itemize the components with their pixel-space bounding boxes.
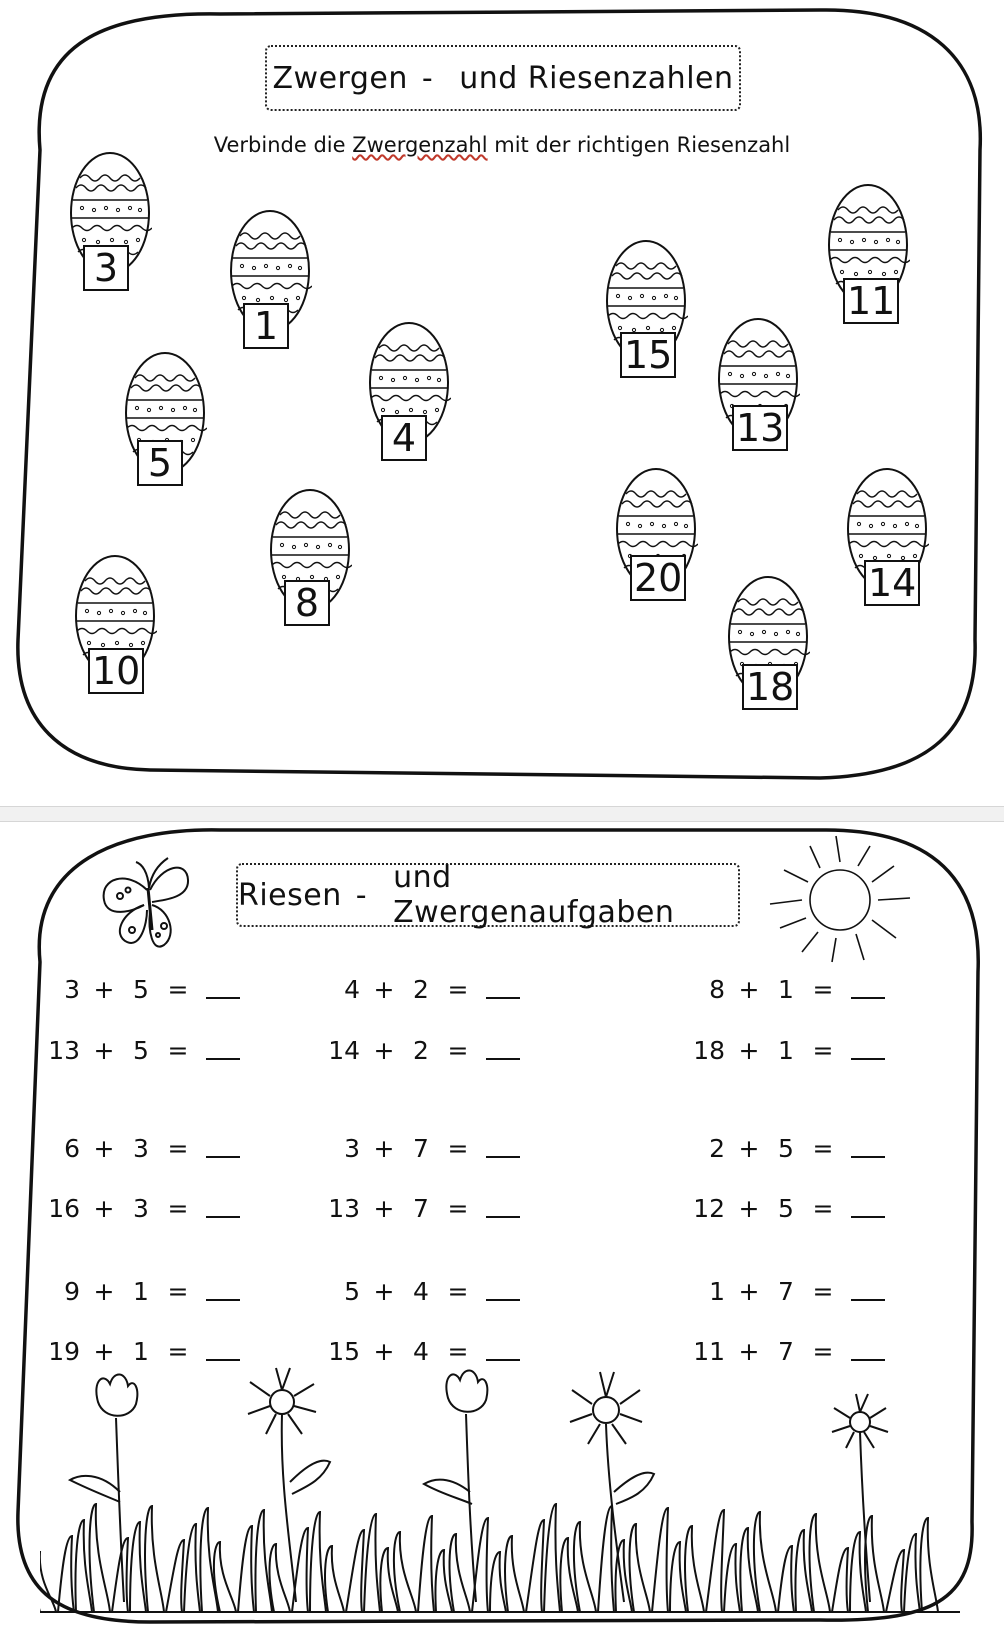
- addend-b: 5: [778, 1134, 794, 1163]
- equation: [310, 1036, 524, 1066]
- equals-sign: =: [167, 1036, 189, 1065]
- addend-a: 1: [709, 1277, 725, 1306]
- number-box[interactable]: 15: [620, 332, 676, 378]
- answer-blank[interactable]: [851, 1337, 885, 1361]
- answer-blank[interactable]: [486, 1277, 520, 1301]
- addend-b: 4: [413, 1277, 429, 1306]
- equation: [675, 1134, 889, 1164]
- addend-a: 8: [709, 975, 725, 1004]
- title-dash: -: [421, 60, 434, 96]
- plus-sign: +: [373, 1337, 395, 1366]
- equation: [30, 1194, 244, 1224]
- title-right: und Riesenzahlen: [459, 60, 734, 96]
- equation: [310, 1134, 524, 1164]
- answer-blank[interactable]: [206, 1036, 240, 1060]
- plus-sign: +: [738, 1194, 760, 1223]
- equals-sign: =: [812, 975, 834, 1004]
- answer-blank[interactable]: [851, 1036, 885, 1060]
- answer-blank[interactable]: [851, 1277, 885, 1301]
- answer-blank[interactable]: [486, 1036, 520, 1060]
- addend-a: 14: [328, 1036, 360, 1065]
- page-title: [265, 45, 741, 111]
- answer-blank[interactable]: [851, 1194, 885, 1218]
- page-separator: [0, 806, 1004, 822]
- answer-blank[interactable]: [206, 1337, 240, 1361]
- answer-blank[interactable]: [206, 975, 240, 999]
- addend-b: 7: [778, 1337, 794, 1366]
- answer-blank[interactable]: [851, 1134, 885, 1158]
- number-box[interactable]: 11: [843, 278, 899, 324]
- number-box[interactable]: 18: [742, 664, 798, 710]
- answer-blank[interactable]: [486, 1194, 520, 1218]
- addend-b: 7: [413, 1134, 429, 1163]
- addend-b: 1: [778, 975, 794, 1004]
- instruction-underlined: Zwergenzahl: [352, 133, 488, 157]
- equals-sign: =: [812, 1337, 834, 1366]
- addend-a: 12: [693, 1194, 725, 1223]
- addend-a: 13: [48, 1036, 80, 1065]
- plus-sign: +: [738, 1134, 760, 1163]
- addend-b: 3: [133, 1134, 149, 1163]
- addend-b: 5: [133, 1036, 149, 1065]
- equals-sign: =: [447, 1134, 469, 1163]
- worksheet-riesen-zwergenaufgaben: [0, 822, 1004, 1628]
- addend-b: 7: [778, 1277, 794, 1306]
- equals-sign: =: [167, 1277, 189, 1306]
- plus-sign: +: [373, 1194, 395, 1223]
- addend-b: 5: [778, 1194, 794, 1223]
- equals-sign: =: [447, 1337, 469, 1366]
- addend-a: 2: [709, 1134, 725, 1163]
- plus-sign: +: [373, 975, 395, 1004]
- addend-a: 5: [344, 1277, 360, 1306]
- addend-a: 9: [64, 1277, 80, 1306]
- answer-blank[interactable]: [206, 1277, 240, 1301]
- plus-sign: +: [93, 975, 115, 1004]
- answer-blank[interactable]: [486, 1337, 520, 1361]
- addend-a: 15: [328, 1337, 360, 1366]
- addend-b: 2: [413, 975, 429, 1004]
- equation: [30, 1134, 244, 1164]
- page-title: [236, 860, 740, 930]
- equation: [30, 1277, 244, 1307]
- addend-b: 1: [133, 1277, 149, 1306]
- equation: [310, 975, 524, 1005]
- addend-a: 13: [328, 1194, 360, 1223]
- equation: [675, 975, 889, 1005]
- equals-sign: =: [812, 1194, 834, 1223]
- equals-sign: =: [812, 1036, 834, 1065]
- equals-sign: =: [167, 975, 189, 1004]
- plus-sign: +: [738, 1277, 760, 1306]
- equals-sign: =: [447, 1277, 469, 1306]
- title-dash: -: [355, 877, 368, 913]
- equals-sign: =: [447, 1036, 469, 1065]
- plus-sign: +: [738, 975, 760, 1004]
- equals-sign: =: [167, 1134, 189, 1163]
- number-box[interactable]: 8: [284, 580, 330, 626]
- addend-b: 7: [413, 1194, 429, 1223]
- title-right: und Zwergenaufgaben: [393, 860, 675, 930]
- addend-a: 16: [48, 1194, 80, 1223]
- addend-a: 3: [64, 975, 80, 1004]
- addend-a: 3: [344, 1134, 360, 1163]
- equation: [675, 1277, 889, 1307]
- number-box[interactable]: 10: [88, 648, 144, 694]
- number-box[interactable]: 14: [864, 560, 920, 606]
- number-box[interactable]: 3: [83, 245, 129, 291]
- plus-sign: +: [93, 1036, 115, 1065]
- addend-a: 11: [693, 1337, 725, 1366]
- addend-b: 5: [133, 975, 149, 1004]
- answer-blank[interactable]: [486, 1134, 520, 1158]
- equals-sign: =: [167, 1194, 189, 1223]
- equals-sign: =: [447, 975, 469, 1004]
- title-left: Riesen: [238, 877, 342, 913]
- sun-icon: [762, 834, 912, 964]
- plus-sign: +: [93, 1277, 115, 1306]
- equation: [30, 975, 244, 1005]
- addend-b: 4: [413, 1337, 429, 1366]
- equals-sign: =: [812, 1134, 834, 1163]
- plus-sign: +: [373, 1277, 395, 1306]
- plus-sign: +: [373, 1036, 395, 1065]
- flower-icon: [248, 1368, 330, 1602]
- plus-sign: +: [93, 1337, 115, 1366]
- butterfly-icon: [92, 850, 202, 960]
- grass-icon: [40, 1362, 960, 1622]
- equation: [30, 1036, 244, 1066]
- plus-sign: +: [93, 1194, 115, 1223]
- answer-blank[interactable]: [486, 975, 520, 999]
- equation: [310, 1194, 524, 1224]
- addend-a: 4: [344, 975, 360, 1004]
- plus-sign: +: [373, 1134, 395, 1163]
- addend-b: 2: [413, 1036, 429, 1065]
- addend-b: 1: [133, 1337, 149, 1366]
- instruction-before: Verbinde die: [213, 133, 346, 157]
- instruction-after: mit der richtigen Riesenzahl: [494, 133, 791, 157]
- equals-sign: =: [447, 1194, 469, 1223]
- answer-blank[interactable]: [851, 975, 885, 999]
- equals-sign: =: [167, 1337, 189, 1366]
- number-box[interactable]: 5: [137, 440, 183, 486]
- addend-a: 19: [48, 1337, 80, 1366]
- title-left: Zwergen: [272, 60, 408, 96]
- number-box[interactable]: 4: [381, 415, 427, 461]
- number-box[interactable]: 20: [630, 555, 686, 601]
- answer-blank[interactable]: [206, 1194, 240, 1218]
- plus-sign: +: [738, 1036, 760, 1065]
- equation: [675, 1036, 889, 1066]
- number-box[interactable]: 1: [243, 303, 289, 349]
- equation: [310, 1277, 524, 1307]
- addend-a: 18: [693, 1036, 725, 1065]
- worksheet-zwergen-riesenzahlen: [0, 0, 1004, 806]
- equation: [675, 1194, 889, 1224]
- plus-sign: +: [738, 1337, 760, 1366]
- addend-a: 6: [64, 1134, 80, 1163]
- addend-b: 3: [133, 1194, 149, 1223]
- answer-blank[interactable]: [206, 1134, 240, 1158]
- number-box[interactable]: 13: [732, 405, 788, 451]
- equals-sign: =: [812, 1277, 834, 1306]
- plus-sign: +: [93, 1134, 115, 1163]
- addend-b: 1: [778, 1036, 794, 1065]
